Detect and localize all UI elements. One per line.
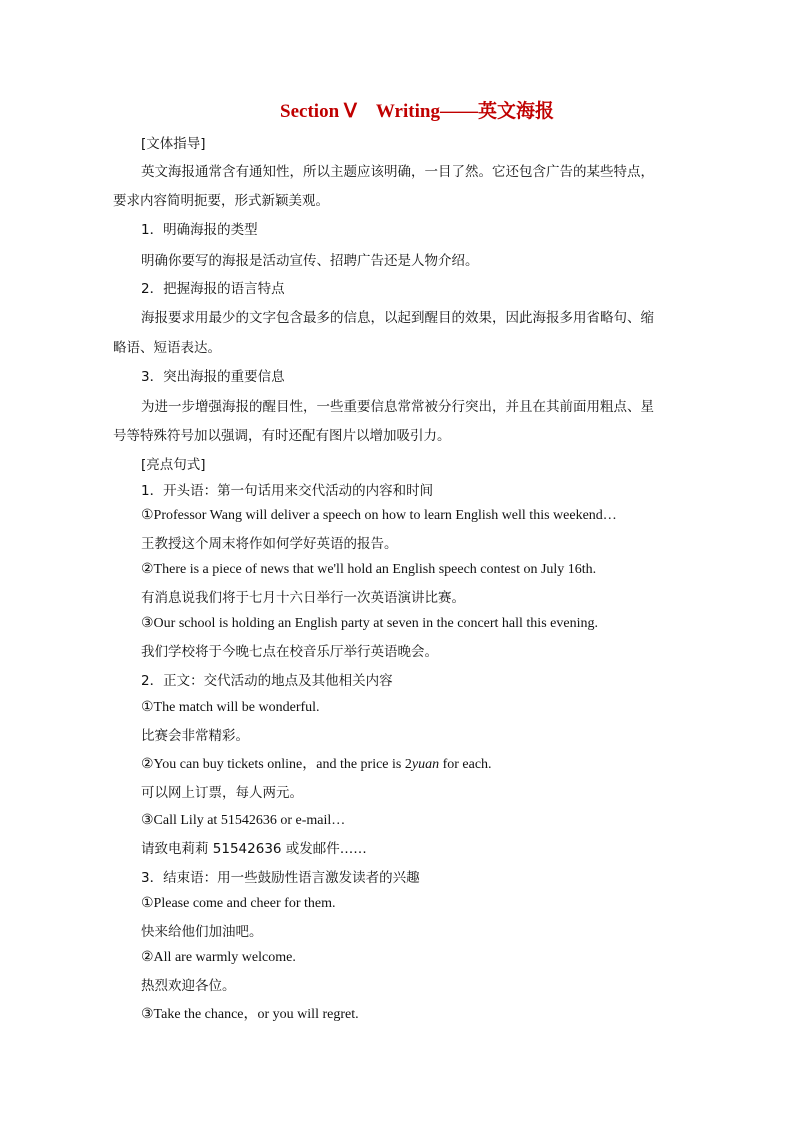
paragraph-line: 海报要求用最少的文字包含最多的信息，以起到醒目的效果，因此海报多用省略句、缩 bbox=[141, 310, 654, 326]
example-sentence-en: ③Take the chance，or you will regret. bbox=[141, 1007, 359, 1022]
section-heading-highlight-sentences: [亮点句式] bbox=[141, 457, 206, 473]
example-sentence-zh: 比赛会非常精彩。 bbox=[141, 728, 249, 744]
list-heading: 1．开头语：第一句话用来交代活动的内容和时间 bbox=[141, 483, 434, 499]
section-heading-style-guide: [文体指导] bbox=[141, 136, 206, 152]
list-heading: 1．明确海报的类型 bbox=[141, 222, 258, 238]
example-sentence-zh: 快来给他们加油吧。 bbox=[141, 924, 263, 940]
example-sentence-en: ②All are warmly welcome. bbox=[141, 950, 296, 965]
example-sentence-zh: 请致电莉莉 51542636 或发邮件…… bbox=[141, 841, 367, 857]
paragraph-line: 为进一步增强海报的醒目性，一些重要信息常常被分行突出，并且在其前面用粗点、星 bbox=[141, 399, 654, 415]
list-heading: 2．把握海报的语言特点 bbox=[141, 281, 285, 297]
example-sentence-en: ③Our school is holding an English party at seven in the concert hall this evening. bbox=[141, 616, 598, 631]
example-sentence-en: ③Call Lily at 51542636 or e-mail… bbox=[141, 813, 346, 828]
paragraph-line: 号等特殊符号加以强调，有时还配有图片以增加吸引力。 bbox=[113, 428, 451, 444]
list-heading: 2．正文：交代活动的地点及其他相关内容 bbox=[141, 673, 393, 689]
example-sentence-en: ①The match will be wonderful. bbox=[141, 700, 320, 715]
example-sentence-en: ①Please come and cheer for them. bbox=[141, 896, 336, 911]
example-sentence-zh: 我们学校将于今晚七点在校音乐厅举行英语晚会。 bbox=[141, 644, 438, 660]
example-sentence-zh: 热烈欢迎各位。 bbox=[141, 978, 236, 994]
example-sentence-zh: 王教授这个周末将作如何学好英语的报告。 bbox=[141, 536, 398, 552]
example-sentence-zh: 可以网上订票，每人两元。 bbox=[141, 785, 303, 801]
page-title: Section Ⅴ Writing——英文海报 bbox=[280, 101, 554, 122]
paragraph-line: 要求内容简明扼要，形式新颖美观。 bbox=[113, 193, 329, 209]
paragraph-line: 明确你要写的海报是活动宣传、招聘广告还是人物介绍。 bbox=[141, 253, 479, 269]
list-heading: 3．结束语：用一些鼓励性语言激发读者的兴趣 bbox=[141, 870, 420, 886]
example-sentence-en: ②There is a piece of news that we'll hold an English speech contest on July 16th. bbox=[141, 562, 597, 577]
price-unit: yuan bbox=[411, 757, 440, 772]
example-sentence-zh: 有消息说我们将于七月十六日举行一次英语演讲比赛。 bbox=[141, 590, 465, 606]
price-sentence-text: ②You can buy tickets online，and the price is 2 bbox=[141, 757, 412, 772]
paragraph-line: 略语、短语表达。 bbox=[113, 340, 221, 356]
example-sentence-en: ①Professor Wang will deliver a speech on how to learn English well this weekend… bbox=[141, 508, 617, 523]
list-heading: 3．突出海报的重要信息 bbox=[141, 369, 285, 385]
price-sentence-tail: for each. bbox=[439, 757, 492, 772]
example-sentence-en bbox=[141, 755, 492, 775]
paragraph-line: 英文海报通常含有通知性，所以主题应该明确，一目了然。它还包含广告的某些特点， bbox=[141, 164, 654, 180]
